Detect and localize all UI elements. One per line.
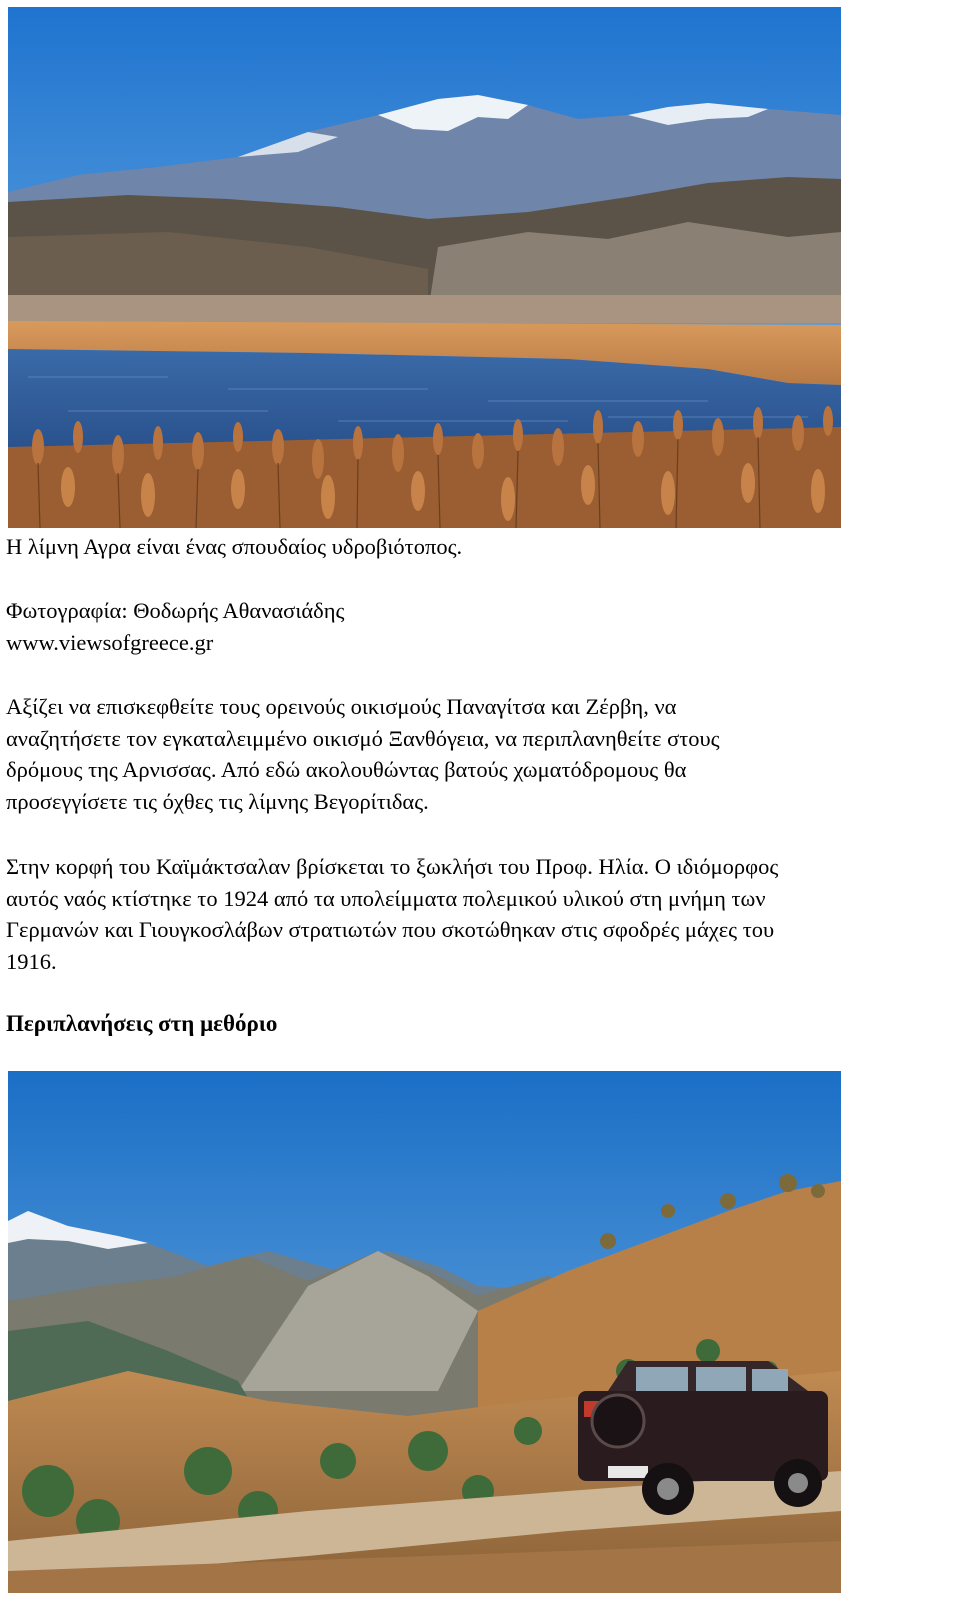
mountains-jeep-photo: [8, 1071, 841, 1593]
paragraph-line: δρόμους της Αρνισσας. Από εδώ ακολουθώντας βατούς χωματόδρομους θα: [6, 757, 687, 782]
source-website: www.viewsofgreece.gr: [6, 629, 214, 655]
photographer-credit: Φωτογραφία: Θοδωρής Αθανασιάδης: [6, 598, 345, 623]
paragraph-line: αναζητήσετε τον εγκαταλειμμένο οικισμό Ξανθόγεια, να περιπλανηθείτε στους: [6, 725, 720, 751]
photo-caption: Η λίμνη Αγρα είναι ένας σπουδαίος υδροβιότοπος.: [6, 534, 463, 559]
paragraph-line: προσεγγίσετε τις όχθες τις λίμνης Βεγορίτιδας.: [6, 788, 429, 814]
paragraph-line: Αξίζει να επισκεφθείτε τους ορεινούς οικισμούς Παναγίτσα και Ζέρβη, να: [6, 694, 677, 719]
paragraph-line: Γερμανών και Γιουγκοσλάβων στρατιωτών που σκοτώθηκαν στις σφοδρές μάχες του: [6, 917, 775, 942]
paragraph-chapel: [6, 851, 956, 977]
paragraph-line: αυτός ναός κτίστηκε το 1924 από τα υπολείμματα πολεμικού υλικού στη μνήμη των: [6, 885, 766, 911]
mountain-jeep-photo: [8, 1071, 841, 1593]
paragraph-line: Στην κορφή του Καϊμάκτσαλαν βρίσκεται το ξωκλήσι του Προφ. Ηλία. Ο ιδιόμορφος: [6, 854, 779, 879]
paragraph-villages: [6, 691, 956, 817]
lake-photo: [8, 7, 841, 528]
lake-reeds-mountains-photo: [8, 7, 841, 528]
section-heading: Περιπλανήσεις στη μεθόριο: [6, 1011, 278, 1036]
paragraph-line: 1916.: [6, 948, 57, 974]
photo-credit: [6, 595, 956, 658]
